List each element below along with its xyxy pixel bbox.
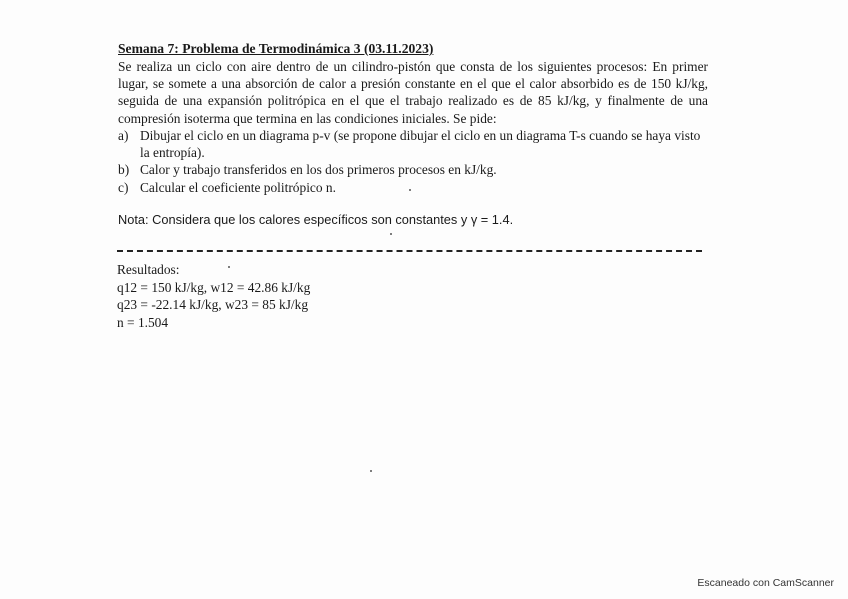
results-section xyxy=(117,261,310,331)
item-text: Calcular el coeficiente politrópico n. xyxy=(140,179,336,195)
item-letter: a) xyxy=(118,128,129,143)
item-letter: c) xyxy=(118,179,129,195)
scanner-watermark: Escaneado con CamScanner xyxy=(697,577,834,589)
problem-statement: Se realiza un ciclo con aire dentro de un cilindro-pistón que consta de los siguientes procesos: En primer lugar, se somete a una absorción de calor a presión constante en el que el calor absorbido es de 150 kJ/kg, seguida de una expansión politrópica en el que el trabajo realizado es de 85 kJ/kg, y finalmente de una compresión isoterma que termina en las condiciones iniciales. Se pide: xyxy=(118,59,708,126)
question-list xyxy=(118,127,708,196)
item-letter: b) xyxy=(118,162,130,178)
result-line-3: n = 1.504 xyxy=(117,314,169,330)
list-item xyxy=(118,179,708,196)
scan-speck xyxy=(409,189,411,191)
dashed-divider xyxy=(117,250,702,252)
scan-speck xyxy=(370,470,372,472)
results-heading: Resultados: xyxy=(117,262,180,277)
result-line-2: q23 = -22.14 kJ/kg, w23 = 85 kJ/kg xyxy=(117,297,309,313)
scan-speck xyxy=(390,233,392,235)
result-line-1: q12 = 150 kJ/kg, w12 = 42.86 kJ/kg xyxy=(117,279,311,295)
list-item xyxy=(118,161,708,178)
item-text: Dibujar el ciclo en un diagrama p-v (se propone dibujar el ciclo en un diagrama T-s cuando se haya visto la entropía). xyxy=(140,128,701,161)
note-text: Nota: Considera que los calores específicos son constantes y γ = 1.4. xyxy=(118,212,514,227)
list-item xyxy=(118,127,708,161)
item-text: Calor y trabajo transferidos en los dos primeros procesos en kJ/kg. xyxy=(140,162,497,178)
page-title: Semana 7: Problema de Termodinámica 3 (03.11.2023) xyxy=(118,41,434,56)
scan-speck xyxy=(228,266,230,268)
